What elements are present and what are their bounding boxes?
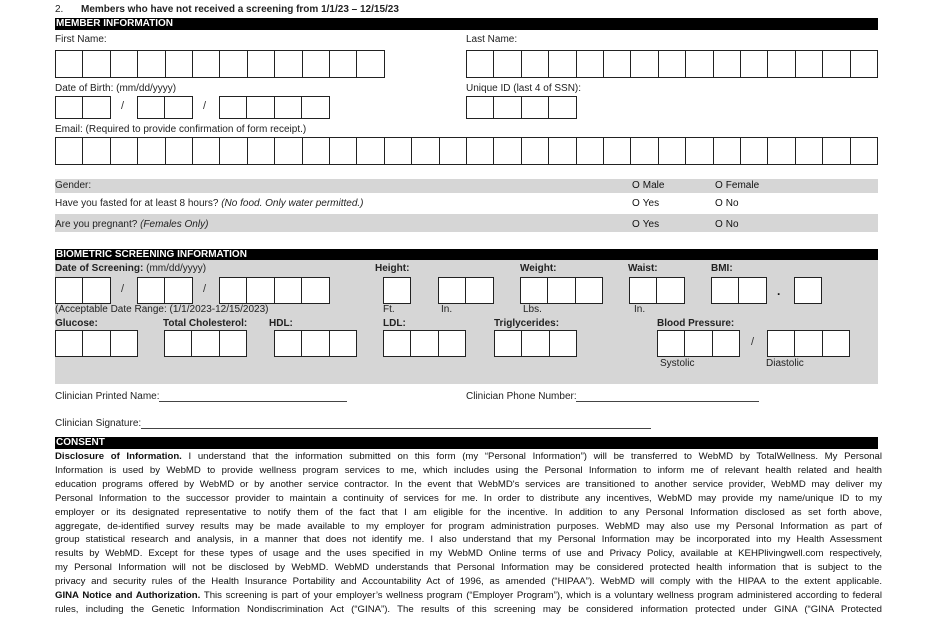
height-in-box[interactable] bbox=[438, 277, 466, 304]
first-name-box[interactable] bbox=[137, 50, 165, 78]
fasted-radio-yes[interactable] bbox=[632, 198, 659, 209]
consent-line-text: This screening is part of your employer’s wellness program (“Employer Program”), which is a voluntary wellness program administered according to federal bbox=[200, 590, 882, 601]
systolic-label: Systolic bbox=[660, 358, 695, 369]
screening-day-box[interactable] bbox=[137, 277, 165, 304]
clinician-signature-field[interactable] bbox=[141, 428, 651, 429]
radio-label: Yes bbox=[642, 198, 660, 209]
first-name-box[interactable] bbox=[247, 50, 275, 78]
unique-id-label: Unique ID (last 4 of SSN): bbox=[466, 83, 582, 94]
fasted-radio-no[interactable] bbox=[715, 198, 739, 209]
radio-circle-icon: O bbox=[632, 198, 640, 209]
radio-circle-icon: O bbox=[715, 180, 723, 191]
email-box[interactable] bbox=[685, 137, 713, 165]
in-unit: In. bbox=[441, 304, 453, 315]
screening-date-title: Date of Screening: bbox=[55, 263, 144, 274]
email-box[interactable] bbox=[822, 137, 850, 165]
unique-id-box[interactable] bbox=[548, 96, 576, 119]
screening-year-box[interactable] bbox=[246, 277, 274, 304]
email-box[interactable] bbox=[740, 137, 768, 165]
dob-year-box[interactable] bbox=[219, 96, 247, 119]
last-name-box[interactable] bbox=[795, 50, 823, 78]
screening-date-separator: / bbox=[121, 283, 125, 295]
radio-label: No bbox=[725, 219, 739, 230]
clinician-phone-field[interactable] bbox=[576, 401, 759, 402]
unique-id-box[interactable] bbox=[493, 96, 521, 119]
consent-line bbox=[55, 576, 882, 588]
question-label: Are you pregnant? bbox=[55, 219, 141, 230]
diastolic-label: Diastolic bbox=[766, 358, 804, 369]
question-note: (No food. Only water permitted.) bbox=[221, 198, 364, 209]
consent-line-text: results by WebMD. Except for these types of usage and the uses specified in my WebMD Online terms of use and Privacy Policy, available at KEHPlivingwell.com respectively, bbox=[55, 548, 882, 560]
email-box[interactable] bbox=[630, 137, 658, 165]
systolic-box[interactable] bbox=[684, 330, 712, 357]
bmi-label: BMI: bbox=[711, 263, 733, 274]
radio-label: Male bbox=[642, 180, 665, 191]
consent-header: CONSENT bbox=[55, 437, 878, 449]
consent-line bbox=[55, 548, 882, 560]
diastolic-box[interactable] bbox=[822, 330, 850, 357]
email-box[interactable] bbox=[850, 137, 878, 165]
pregnant-question bbox=[55, 219, 208, 230]
radio-circle-icon: O bbox=[715, 198, 723, 209]
last-name-box[interactable] bbox=[493, 50, 521, 78]
screening-year-box[interactable] bbox=[301, 277, 329, 304]
email-box[interactable] bbox=[329, 137, 357, 165]
consent-section-heading: GINA Notice and Authorization. bbox=[55, 590, 201, 601]
total-cholesterol-box[interactable] bbox=[219, 330, 247, 357]
consent-line bbox=[55, 493, 882, 505]
weight-box[interactable] bbox=[520, 277, 548, 304]
screening-year-box[interactable] bbox=[219, 277, 247, 304]
dob-day-box[interactable] bbox=[164, 96, 192, 119]
consent-line bbox=[55, 521, 882, 533]
last-name-box[interactable] bbox=[466, 50, 494, 78]
last-name-box[interactable] bbox=[740, 50, 768, 78]
email-box[interactable] bbox=[548, 137, 576, 165]
screening-date-label bbox=[55, 263, 206, 274]
first-name-label: First Name: bbox=[55, 34, 107, 45]
weight-box[interactable] bbox=[575, 277, 603, 304]
clinician-phone-label: Clinician Phone Number: bbox=[466, 391, 577, 402]
email-box[interactable] bbox=[411, 137, 439, 165]
weight-label: Weight: bbox=[520, 263, 557, 274]
dob-day-box[interactable] bbox=[137, 96, 165, 119]
consent-line-text: Personal Information to the successor provider to maintain a continuity of services for me. In order to distribute any incentives, WebMD may provide my name/unique ID to my bbox=[55, 492, 882, 504]
consent-line-text: aggregate, de-identified survey results may be made available to my employer for program administration purposes. WebMD may also use my Personal Information as part of bbox=[55, 520, 882, 532]
waist-label: Waist: bbox=[628, 263, 658, 274]
first-name-box[interactable] bbox=[192, 50, 220, 78]
email-box[interactable] bbox=[576, 137, 604, 165]
ft-unit: Ft. bbox=[383, 304, 395, 315]
ldl-box[interactable] bbox=[383, 330, 411, 357]
gender-question bbox=[55, 180, 91, 191]
pregnant-radio-no[interactable] bbox=[715, 219, 739, 230]
screening-date-separator: / bbox=[203, 283, 207, 295]
triglycerides-box[interactable] bbox=[521, 330, 549, 357]
glucose-label: Glucose: bbox=[55, 318, 98, 329]
first-name-box[interactable] bbox=[274, 50, 302, 78]
last-name-box[interactable] bbox=[685, 50, 713, 78]
email-box[interactable] bbox=[274, 137, 302, 165]
triglycerides-box[interactable] bbox=[549, 330, 577, 357]
bmi-decimal: . bbox=[777, 284, 781, 298]
last-name-box[interactable] bbox=[713, 50, 741, 78]
email-box[interactable] bbox=[439, 137, 467, 165]
consent-section-heading: Disclosure of Information. bbox=[55, 451, 182, 462]
consent-line bbox=[55, 465, 882, 477]
gender-radio-male[interactable] bbox=[632, 180, 664, 191]
bp-separator: / bbox=[751, 336, 755, 348]
radio-circle-icon: O bbox=[715, 219, 723, 230]
first-name-box[interactable] bbox=[219, 50, 247, 78]
clinician-name-field[interactable] bbox=[159, 401, 347, 402]
question-label: Have you fasted for at least 8 hours? bbox=[55, 198, 222, 209]
hdl-box[interactable] bbox=[329, 330, 357, 357]
glucose-box[interactable] bbox=[55, 330, 83, 357]
consent-line bbox=[55, 590, 882, 602]
email-box[interactable] bbox=[302, 137, 330, 165]
pregnant-radio-yes[interactable] bbox=[632, 219, 659, 230]
glucose-box[interactable] bbox=[82, 330, 110, 357]
email-box[interactable] bbox=[521, 137, 549, 165]
date-range-note: (Acceptable Date Range: (1/1/2023-12/15/2023) bbox=[55, 304, 269, 315]
height-label: Height: bbox=[375, 263, 410, 274]
consent-line bbox=[55, 451, 882, 463]
first-name-box[interactable] bbox=[302, 50, 330, 78]
consent-line bbox=[55, 604, 882, 616]
consent-line-text: education programs offered by WebMD or by another service contractor. In the event that WebMD's services are transitioned to another service provider, WebMD may deliver my bbox=[55, 478, 882, 490]
triglycerides-label: Triglycerides: bbox=[494, 318, 560, 329]
consent-line-text: group statistical research and analysis, in a manner that does not identify me. I also understand that my Personal Information may be incorporated into my Health Assessment bbox=[55, 534, 882, 546]
unique-id-box[interactable] bbox=[521, 96, 549, 119]
last-name-box[interactable] bbox=[850, 50, 878, 78]
email-box[interactable] bbox=[466, 137, 494, 165]
last-name-box[interactable] bbox=[630, 50, 658, 78]
blood-pressure-label: Blood Pressure: bbox=[657, 318, 735, 329]
waist-unit: In. bbox=[634, 304, 646, 315]
last-name-box[interactable] bbox=[521, 50, 549, 78]
dob-month-box[interactable] bbox=[55, 96, 83, 119]
question-label: Gender: bbox=[55, 180, 92, 191]
consent-line-text: rules, including the Genetic Information Nondiscrimination Act (“GINA”). The results of this screening may be considered information protected under GINA (“GINA Protected bbox=[55, 603, 882, 615]
lbs-unit: Lbs. bbox=[523, 304, 542, 315]
bmi-decimal-box[interactable] bbox=[794, 277, 822, 304]
dob-year-box[interactable] bbox=[301, 96, 329, 119]
consent-line-text: Information is used by WebMD to provide wellness program services to me, which includes using the Personal Information to inform me of relevant health related and health bbox=[55, 464, 882, 476]
consent-line bbox=[55, 479, 882, 491]
consent-line-text: my Personal Information will not be disclosed by WebMD. WebMD understands that Personal Information may be considered protected health information that is subject to the bbox=[55, 562, 882, 574]
first-name-box[interactable] bbox=[55, 50, 83, 78]
email-box[interactable] bbox=[55, 137, 83, 165]
bmi-whole-box[interactable] bbox=[738, 277, 766, 304]
hdl-label: HDL: bbox=[269, 318, 293, 329]
first-name-box[interactable] bbox=[82, 50, 110, 78]
email-box[interactable] bbox=[219, 137, 247, 165]
radio-label: Female bbox=[725, 180, 760, 191]
email-box[interactable] bbox=[82, 137, 110, 165]
item-number: 2. bbox=[55, 4, 64, 15]
consent-line bbox=[55, 507, 882, 519]
email-box[interactable] bbox=[137, 137, 165, 165]
first-name-box[interactable] bbox=[165, 50, 193, 78]
consent-line-text: I understand that the information submitted on this form (my “Personal Information”) will be transferred to WebMD by TotalWellness. My Personal bbox=[181, 451, 882, 462]
email-box[interactable] bbox=[247, 137, 275, 165]
clinician-name-label: Clinician Printed Name: bbox=[55, 391, 160, 402]
height-in-box[interactable] bbox=[465, 277, 493, 304]
consent-line bbox=[55, 562, 882, 574]
hdl-box[interactable] bbox=[301, 330, 329, 357]
total-cholesterol-box[interactable] bbox=[164, 330, 192, 357]
total-cholesterol-label: Total Cholesterol: bbox=[163, 318, 248, 329]
ldl-label: LDL: bbox=[383, 318, 406, 329]
email-box[interactable] bbox=[713, 137, 741, 165]
last-name-box[interactable] bbox=[603, 50, 631, 78]
dob-month-box[interactable] bbox=[82, 96, 110, 119]
first-name-box[interactable] bbox=[356, 50, 384, 78]
first-name-box[interactable] bbox=[329, 50, 357, 78]
bmi-whole-box[interactable] bbox=[711, 277, 739, 304]
email-box[interactable] bbox=[165, 137, 193, 165]
radio-label: No bbox=[725, 198, 739, 209]
clinician-signature-label: Clinician Signature: bbox=[55, 418, 142, 429]
email-box[interactable] bbox=[384, 137, 412, 165]
screening-date-format: (mm/dd/yyyy) bbox=[143, 263, 207, 274]
item-text: Members who have not received a screening from 1/1/23 – 12/15/23 bbox=[81, 4, 399, 15]
waist-box[interactable] bbox=[629, 277, 657, 304]
last-name-label: Last Name: bbox=[466, 34, 518, 45]
glucose-box[interactable] bbox=[110, 330, 138, 357]
consent-line-text: privacy and security rules of the Health Insurance Portability and Accountability Act of 1996, as amended (“HIPAA”). WebMD will comply with the HIPAA to the extent applicable. bbox=[55, 576, 882, 588]
dob-year-box[interactable] bbox=[274, 96, 302, 119]
unique-id-box[interactable] bbox=[466, 96, 494, 119]
email-label: Email: (Required to provide confirmation of form receipt.) bbox=[55, 124, 307, 135]
consent-line-text: employer or its designated representative to notify them of the fact that I am eligible for the incentive. In addition to any Personal Information disclosed as set forth above, bbox=[55, 506, 882, 518]
last-name-box[interactable] bbox=[576, 50, 604, 78]
total-cholesterol-box[interactable] bbox=[191, 330, 219, 357]
consent-line bbox=[55, 534, 882, 546]
systolic-box[interactable] bbox=[712, 330, 740, 357]
diastolic-box[interactable] bbox=[794, 330, 822, 357]
ldl-box[interactable] bbox=[438, 330, 466, 357]
email-box[interactable] bbox=[658, 137, 686, 165]
diastolic-box[interactable] bbox=[767, 330, 795, 357]
last-name-box[interactable] bbox=[822, 50, 850, 78]
last-name-box[interactable] bbox=[767, 50, 795, 78]
email-box[interactable] bbox=[110, 137, 138, 165]
dob-separator: / bbox=[203, 100, 207, 112]
email-box[interactable] bbox=[356, 137, 384, 165]
systolic-box[interactable] bbox=[657, 330, 685, 357]
dob-label: Date of Birth: (mm/dd/yyyy) bbox=[55, 83, 177, 94]
dob-separator: / bbox=[121, 100, 125, 112]
email-box[interactable] bbox=[603, 137, 631, 165]
dob-year-box[interactable] bbox=[246, 96, 274, 119]
member-information-header: MEMBER INFORMATION bbox=[55, 18, 878, 30]
hdl-box[interactable] bbox=[274, 330, 302, 357]
waist-box[interactable] bbox=[656, 277, 684, 304]
fasted-question bbox=[55, 198, 364, 209]
triglycerides-box[interactable] bbox=[494, 330, 522, 357]
first-name-box[interactable] bbox=[110, 50, 138, 78]
last-name-box[interactable] bbox=[548, 50, 576, 78]
radio-circle-icon: O bbox=[632, 219, 640, 230]
radio-circle-icon: O bbox=[632, 180, 640, 191]
email-box[interactable] bbox=[795, 137, 823, 165]
screening-month-box[interactable] bbox=[55, 277, 83, 304]
question-note: (Females Only) bbox=[140, 219, 209, 230]
biometric-header: BIOMETRIC SCREENING INFORMATION bbox=[55, 249, 878, 260]
email-box[interactable] bbox=[493, 137, 521, 165]
gender-radio-female[interactable] bbox=[715, 180, 759, 191]
radio-label: Yes bbox=[642, 219, 660, 230]
last-name-box[interactable] bbox=[658, 50, 686, 78]
height-ft-box[interactable] bbox=[383, 277, 411, 304]
ldl-box[interactable] bbox=[410, 330, 438, 357]
email-box[interactable] bbox=[192, 137, 220, 165]
screening-year-box[interactable] bbox=[274, 277, 302, 304]
email-box[interactable] bbox=[767, 137, 795, 165]
screening-month-box[interactable] bbox=[82, 277, 110, 304]
screening-day-box[interactable] bbox=[164, 277, 192, 304]
weight-box[interactable] bbox=[547, 277, 575, 304]
